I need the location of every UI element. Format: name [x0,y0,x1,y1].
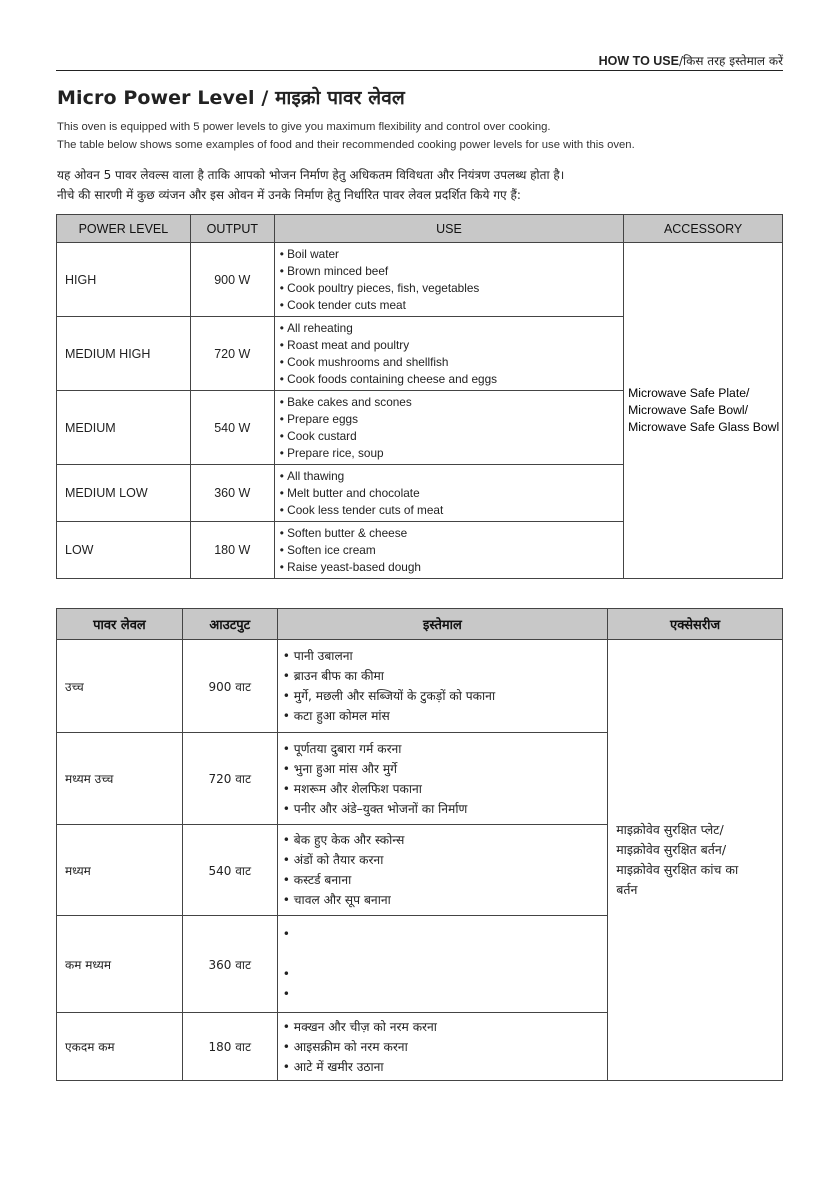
header-en: HOW TO USE [598,54,679,68]
output-cell: 720 W [190,317,274,391]
header-use: इस्तेमाल [277,609,607,640]
level-cell: MEDIUM [57,391,191,465]
power-level-table-en [56,214,783,579]
header-hi: /किस तरह इस्तेमाल करें [679,54,783,68]
use-cell [277,640,607,733]
accessory-line: Microwave Safe Bowl/ [628,403,749,417]
use-item: • कस्टर्ड बनाना [283,870,607,890]
use-item: • Bake cakes and scones [280,394,623,411]
table-header-row [57,215,783,243]
output-cell: 180 W [190,522,274,579]
use-item: • Melt butter and chocolate [280,485,623,502]
use-cell [274,391,623,465]
header-output: आउटपुट [182,609,277,640]
use-cell [277,1013,607,1081]
level-cell: मध्यम उच्च [57,733,183,825]
use-item: • Soften ice cream [280,542,623,559]
use-item [283,984,607,1004]
use-item: • Prepare rice, soup [280,445,623,462]
use-item: • Soften butter & cheese [280,525,623,542]
level-cell: मध्यम [57,825,183,916]
use-item [283,964,607,984]
use-cell [274,317,623,391]
use-item: • ब्राउन बीफ का कीमा [283,666,607,686]
use-item: • Cook poultry pieces, fish, vegetables [280,280,623,297]
page-title: Micro Power Level / माइक्रो पावर लेवल [57,87,405,109]
use-item: • बेक हुए केक और स्कोन्स [283,830,607,850]
output-cell: 540 वाट [182,825,277,916]
accessory-line: माइक्रोवेव सुरक्षित प्लेट/ [616,822,724,837]
use-item: • All reheating [280,320,623,337]
table-row [57,243,783,317]
use-item: • मक्खन और चीज़ को नरम करना [283,1017,607,1037]
use-item: • अंडों को तैयार करना [283,850,607,870]
accessory-line: Microwave Safe Plate/ [628,386,750,400]
power-level-table-hi [56,608,783,1081]
use-item: • Cook mushrooms and shellfish [280,354,623,371]
use-item: • पूर्णतया दुबारा गर्म करना [283,739,607,759]
header-power-level: POWER LEVEL [57,215,191,243]
use-item: • मशरूम और शेलफिश पकाना [283,779,607,799]
intro-en-line-1: This oven is equipped with 5 power levels to give you maximum flexibility and control over cooking. [57,121,551,133]
use-item: • आइसक्रीम को नरम करना [283,1037,607,1057]
header-accessory: ACCESSORY [624,215,783,243]
output-cell: 900 W [190,243,274,317]
use-item: • पनीर और अंडे–युक्त भोजनों का निर्माण [283,799,607,819]
use-item: • Cook foods containing cheese and eggs [280,371,623,388]
level-cell: MEDIUM LOW [57,465,191,522]
table-row [57,640,783,733]
use-cell [274,465,623,522]
blank-line [283,944,607,964]
use-item: • भुना हुआ मांस और मुर्गे [283,759,607,779]
output-cell: 360 वाट [182,916,277,1013]
level-cell: HIGH [57,243,191,317]
use-cell [274,522,623,579]
output-cell: 180 वाट [182,1013,277,1081]
header-accessory: एक्सेसरीज [608,609,783,640]
use-item: • Brown minced beef [280,263,623,280]
use-cell [274,243,623,317]
level-cell: MEDIUM HIGH [57,317,191,391]
use-item: • चावल और सूप बनाना [283,890,607,910]
header-use: USE [274,215,623,243]
use-item: • Prepare eggs [280,411,623,428]
level-cell: उच्च [57,640,183,733]
use-item [283,924,607,944]
header-power-level: पावर लेवल [57,609,183,640]
output-cell: 540 W [190,391,274,465]
use-cell [277,916,607,1013]
use-item: • Cook tender cuts meat [280,297,623,314]
use-cell [277,825,607,916]
output-cell: 360 W [190,465,274,522]
level-cell: एकदम कम [57,1013,183,1081]
accessory-cell [624,243,783,579]
use-item: • Cook less tender cuts of meat [280,502,623,519]
use-item: • Boil water [280,246,623,263]
output-cell: 900 वाट [182,640,277,733]
page-header [56,52,783,71]
use-item: • All thawing [280,468,623,485]
header-output: OUTPUT [190,215,274,243]
use-item: • पानी उबालना [283,646,607,666]
intro-en-line-2: The table below shows some examples of food and their recommended cooking power levels for use with this oven. [57,139,635,151]
use-item: • आटे में खमीर उठाना [283,1057,607,1077]
use-item: • मुर्गे, मछली और सब्जियों के टुकड़ों को पकाना [283,686,607,706]
accessory-line: Microwave Safe Glass Bowl [628,420,780,434]
use-item: • कटा हुआ कोमल मांस [283,706,607,726]
accessory-cell [608,640,783,1081]
use-item: • Cook custard [280,428,623,445]
level-cell: कम मध्यम [57,916,183,1013]
output-cell: 720 वाट [182,733,277,825]
accessory-line: माइक्रोवेव सुरक्षित बर्तन/ [616,842,727,857]
intro-hi-line-2: नीचे की सारणी में कुछ व्यंजन और इस ओवन में उनके निर्माण हेतु निर्धारित पावर लेवल प्रदर्शित किये गए हैं: [57,188,521,202]
accessory-line: माइक्रोवेव सुरक्षित कांच का [616,862,739,877]
use-cell [277,733,607,825]
intro-hi-line-1: यह ओवन 5 पावर लेवल्स वाला है ताकि आपको भोजन निर्माण हेतु अधिकतम विविधता और नियंत्रण उपलब्ध होता है। [57,168,565,182]
level-cell: LOW [57,522,191,579]
use-item: • Roast meat and poultry [280,337,623,354]
table-header-row [57,609,783,640]
accessory-line: बर्तन [616,882,638,897]
use-item: • Raise yeast-based dough [280,559,623,576]
